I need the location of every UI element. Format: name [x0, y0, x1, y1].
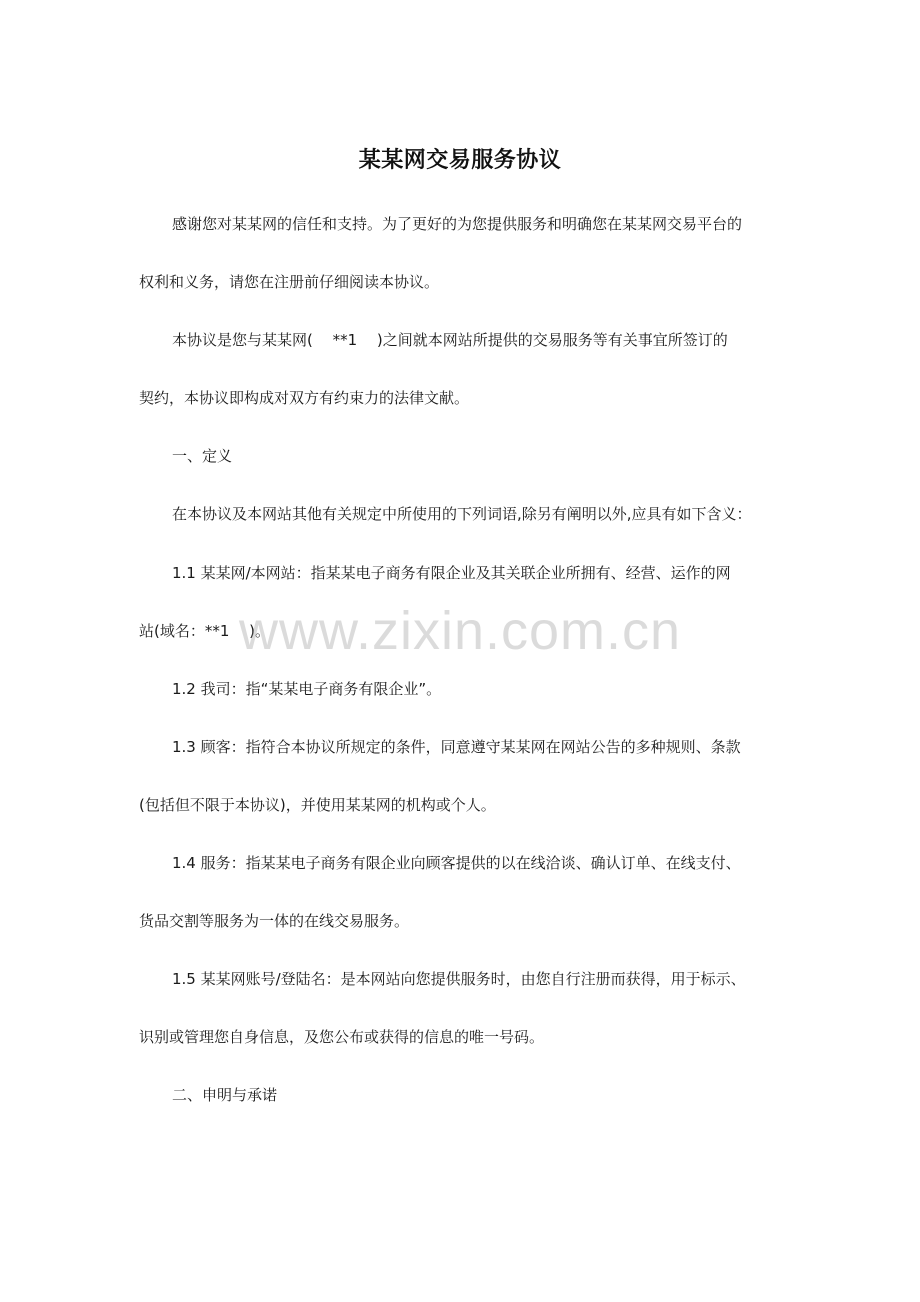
definition-line: 货品交割等服务为一体的在线交易服务。 — [139, 912, 410, 930]
paragraph-line: 在本协议及本网站其他有关规定中所使用的下列词语,除另有阐明以外,应具有如下含义： — [172, 505, 752, 523]
definition-line: 站(域名：**1 )。 — [139, 622, 271, 640]
paragraph-line: 权利和义务，请您在注册前仔细阅读本协议。 — [139, 273, 440, 291]
paragraph-line: 契约，本协议即构成对双方有约束力的法律文献。 — [139, 389, 470, 407]
definition-line: 1.1 某某网/本网站：指某某电子商务有限企业及其关联企业所拥有、经营、运作的网 — [172, 564, 731, 582]
definition-line: 1.5 某某网账号/登陆名：是本网站向您提供服务时，由您自行注册而获得，用于标示、 — [172, 970, 746, 988]
section-heading: 二、申明与承诺 — [172, 1086, 278, 1104]
section-heading: 一、定义 — [172, 447, 233, 465]
watermark: www.zixin.com.cn — [238, 601, 682, 661]
document-title: 某某网交易服务协议 — [358, 148, 562, 173]
paragraph-line: 感谢您对某某网的信任和支持。为了更好的为您提供服务和明确您在某某网交易平台的 — [172, 215, 743, 233]
definition-line: 1.3 顾客：指符合本协议所规定的条件，同意遵守某某网在网站公告的多种规则、条款 — [172, 738, 741, 756]
paragraph-line: 本协议是您与某某网( **1 )之间就本网站所提供的交易服务等有关事宜所签订的 — [172, 331, 728, 349]
definition-line: 1.2 我司：指“某某电子商务有限企业”。 — [172, 680, 442, 698]
definition-line: (包括但不限于本协议)，并使用某某网的机构或个人。 — [139, 796, 496, 814]
definition-line: 识别或管理您自身信息，及您公布或获得的信息的唯一号码。 — [139, 1028, 545, 1046]
definition-line: 1.4 服务：指某某电子商务有限企业向顾客提供的以在线洽谈、确认订单、在线支付、 — [172, 854, 741, 872]
